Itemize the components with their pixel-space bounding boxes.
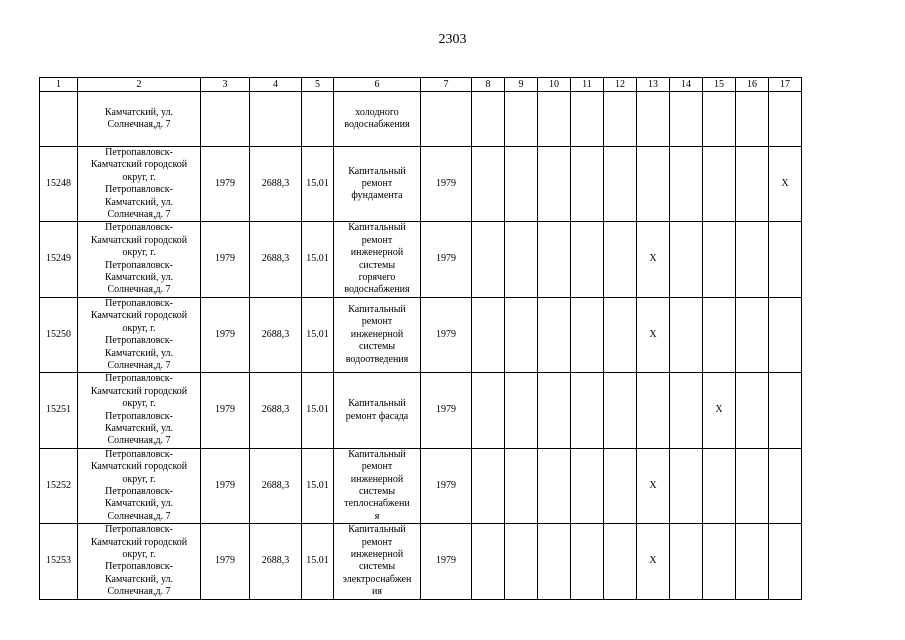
cell-col-8 bbox=[472, 448, 505, 523]
cell-area: 2688,3 bbox=[250, 373, 302, 448]
page-number: 2303 bbox=[438, 32, 467, 47]
cell-col-12 bbox=[604, 147, 637, 222]
cell-col-17 bbox=[769, 373, 802, 448]
cell-col-14 bbox=[670, 524, 703, 599]
cell-col-14 bbox=[670, 147, 703, 222]
table-row bbox=[40, 448, 802, 523]
cell-work: Капитальный ремонт фасада bbox=[334, 373, 421, 448]
table-row bbox=[40, 147, 802, 222]
cell-col-15 bbox=[703, 448, 736, 523]
cell-col-17 bbox=[769, 524, 802, 599]
cell-col-15 bbox=[703, 297, 736, 372]
cell-col-16 bbox=[736, 448, 769, 523]
cell-id: 15248 bbox=[40, 147, 78, 222]
cell-col-10 bbox=[538, 448, 571, 523]
column-header-13: 13 bbox=[637, 78, 670, 92]
cell-id: 15252 bbox=[40, 448, 78, 523]
cell-year: 1979 bbox=[201, 297, 250, 372]
cell-work: Капитальный ремонт инженерной системы горячего водоснабжения bbox=[334, 222, 421, 297]
cell-address: Петропавловск- Камчатский городской округ, г. Петропавловск- Камчатский, ул. Солнечная,д. 7 bbox=[78, 373, 201, 448]
cell-col-14 bbox=[670, 448, 703, 523]
cell-col-9 bbox=[505, 524, 538, 599]
cell-col-10 bbox=[538, 524, 571, 599]
cell-col-11 bbox=[571, 297, 604, 372]
column-header-12: 12 bbox=[604, 78, 637, 92]
cell-col-10 bbox=[538, 297, 571, 372]
table-row bbox=[40, 297, 802, 372]
cell-col-11 bbox=[571, 373, 604, 448]
cell-work: холодного водоснабжения bbox=[334, 92, 421, 147]
column-header-2: 2 bbox=[78, 78, 201, 92]
cell-code: 15.01 bbox=[302, 147, 334, 222]
cell-col-9 bbox=[505, 448, 538, 523]
cell-plan-year: 1979 bbox=[421, 147, 472, 222]
cell-plan-year: 1979 bbox=[421, 373, 472, 448]
cell-col-11 bbox=[571, 524, 604, 599]
column-header-9: 9 bbox=[505, 78, 538, 92]
cell-col-15 bbox=[703, 92, 736, 147]
cell-year bbox=[201, 92, 250, 147]
cell-id: 15251 bbox=[40, 373, 78, 448]
cell-year: 1979 bbox=[201, 222, 250, 297]
cell-col-16 bbox=[736, 524, 769, 599]
column-header-7: 7 bbox=[421, 78, 472, 92]
cell-area: 2688,3 bbox=[250, 524, 302, 599]
cell-col-13: X bbox=[637, 297, 670, 372]
cell-area: 2688,3 bbox=[250, 297, 302, 372]
column-header-15: 15 bbox=[703, 78, 736, 92]
cell-col-16 bbox=[736, 92, 769, 147]
cell-col-14 bbox=[670, 297, 703, 372]
cell-work: Капитальный ремонт фундамента bbox=[334, 147, 421, 222]
cell-address: Петропавловск- Камчатский городской округ, г. Петропавловск- Камчатский, ул. Солнечная,д. 7 bbox=[78, 448, 201, 523]
cell-id: 15250 bbox=[40, 297, 78, 372]
cell-code: 15.01 bbox=[302, 222, 334, 297]
cell-address: Петропавловск- Камчатский городской округ, г. Петропавловск- Камчатский, ул. Солнечная,д. 7 bbox=[78, 524, 201, 599]
cell-col-13 bbox=[637, 373, 670, 448]
cell-area bbox=[250, 92, 302, 147]
column-header-4: 4 bbox=[250, 78, 302, 92]
cell-col-9 bbox=[505, 147, 538, 222]
table-row bbox=[40, 524, 802, 599]
cell-col-12 bbox=[604, 222, 637, 297]
cell-id bbox=[40, 92, 78, 147]
cell-code: 15.01 bbox=[302, 448, 334, 523]
cell-col-8 bbox=[472, 92, 505, 147]
cell-area: 2688,3 bbox=[250, 448, 302, 523]
cell-col-10 bbox=[538, 222, 571, 297]
cell-col-10 bbox=[538, 147, 571, 222]
cell-year: 1979 bbox=[201, 147, 250, 222]
cell-col-9 bbox=[505, 373, 538, 448]
cell-col-13 bbox=[637, 147, 670, 222]
column-header-5: 5 bbox=[302, 78, 334, 92]
cell-col-16 bbox=[736, 297, 769, 372]
cell-col-8 bbox=[472, 297, 505, 372]
cell-work: Капитальный ремонт инженерной системы водоотведения bbox=[334, 297, 421, 372]
cell-col-8 bbox=[472, 147, 505, 222]
cell-col-17 bbox=[769, 92, 802, 147]
cell-col-11 bbox=[571, 92, 604, 147]
cell-col-13 bbox=[637, 92, 670, 147]
cell-id: 15253 bbox=[40, 524, 78, 599]
cell-col-16 bbox=[736, 373, 769, 448]
cell-address: Петропавловск- Камчатский городской округ, г. Петропавловск- Камчатский, ул. Солнечная,д. 7 bbox=[78, 222, 201, 297]
cell-col-8 bbox=[472, 524, 505, 599]
cell-area: 2688,3 bbox=[250, 222, 302, 297]
column-number-row bbox=[40, 78, 802, 92]
cell-col-14 bbox=[670, 373, 703, 448]
cell-col-8 bbox=[472, 373, 505, 448]
cell-code: 15.01 bbox=[302, 297, 334, 372]
cell-plan-year: 1979 bbox=[421, 448, 472, 523]
column-header-6: 6 bbox=[334, 78, 421, 92]
cell-address: Петропавловск- Камчатский городской округ, г. Петропавловск- Камчатский, ул. Солнечная,д. 7 bbox=[78, 147, 201, 222]
cell-col-13: X bbox=[637, 524, 670, 599]
cell-col-11 bbox=[571, 448, 604, 523]
cell-col-9 bbox=[505, 222, 538, 297]
cell-col-15: X bbox=[703, 373, 736, 448]
cell-plan-year: 1979 bbox=[421, 297, 472, 372]
cell-col-17 bbox=[769, 297, 802, 372]
continuation-row bbox=[40, 92, 802, 147]
cell-col-14 bbox=[670, 92, 703, 147]
cell-col-12 bbox=[604, 524, 637, 599]
cell-year: 1979 bbox=[201, 524, 250, 599]
cell-code: 15.01 bbox=[302, 524, 334, 599]
cell-col-12 bbox=[604, 373, 637, 448]
cell-work: Капитальный ремонт инженерной системы электроснабжен ия bbox=[334, 524, 421, 599]
cell-col-12 bbox=[604, 448, 637, 523]
cell-col-10 bbox=[538, 92, 571, 147]
cell-address: Петропавловск- Камчатский городской округ, г. Петропавловск- Камчатский, ул. Солнечная,д. 7 bbox=[78, 297, 201, 372]
column-header-8: 8 bbox=[472, 78, 505, 92]
cell-address: Камчатский, ул. Солнечная,д. 7 bbox=[78, 92, 201, 147]
cell-col-15 bbox=[703, 524, 736, 599]
cell-plan-year: 1979 bbox=[421, 222, 472, 297]
cell-col-17: X bbox=[769, 147, 802, 222]
cell-col-16 bbox=[736, 222, 769, 297]
cell-col-17 bbox=[769, 448, 802, 523]
cell-year: 1979 bbox=[201, 448, 250, 523]
column-header-16: 16 bbox=[736, 78, 769, 92]
cell-col-12 bbox=[604, 92, 637, 147]
cell-code bbox=[302, 92, 334, 147]
cell-col-12 bbox=[604, 297, 637, 372]
cell-col-9 bbox=[505, 297, 538, 372]
cell-col-11 bbox=[571, 222, 604, 297]
cell-col-13: X bbox=[637, 222, 670, 297]
column-header-10: 10 bbox=[538, 78, 571, 92]
cell-col-13: X bbox=[637, 448, 670, 523]
cell-code: 15.01 bbox=[302, 373, 334, 448]
cell-col-11 bbox=[571, 147, 604, 222]
column-header-14: 14 bbox=[670, 78, 703, 92]
cell-area: 2688,3 bbox=[250, 147, 302, 222]
cell-col-16 bbox=[736, 147, 769, 222]
cell-year: 1979 bbox=[201, 373, 250, 448]
cell-col-10 bbox=[538, 373, 571, 448]
capital-repair-table bbox=[39, 77, 802, 600]
cell-col-15 bbox=[703, 147, 736, 222]
column-header-3: 3 bbox=[201, 78, 250, 92]
cell-id: 15249 bbox=[40, 222, 78, 297]
table-row bbox=[40, 222, 802, 297]
cell-col-15 bbox=[703, 222, 736, 297]
table-row bbox=[40, 373, 802, 448]
cell-work: Капитальный ремонт инженерной системы теплоснабжени я bbox=[334, 448, 421, 523]
cell-col-17 bbox=[769, 222, 802, 297]
cell-plan-year bbox=[421, 92, 472, 147]
column-header-1: 1 bbox=[40, 78, 78, 92]
cell-col-9 bbox=[505, 92, 538, 147]
cell-col-14 bbox=[670, 222, 703, 297]
cell-plan-year: 1979 bbox=[421, 524, 472, 599]
column-header-17: 17 bbox=[769, 78, 802, 92]
cell-col-8 bbox=[472, 222, 505, 297]
column-header-11: 11 bbox=[571, 78, 604, 92]
